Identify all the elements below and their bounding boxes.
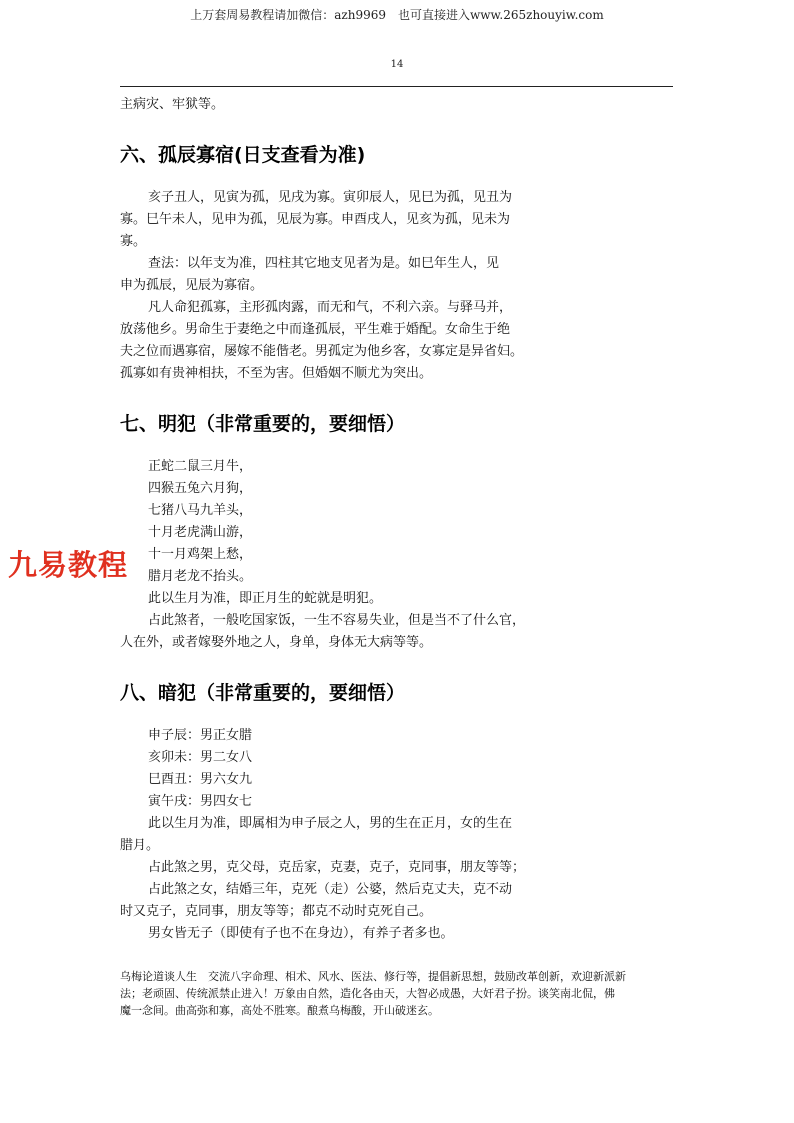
paragraph: 此以生月为准，即正月生的蛇就是明犯。 <box>148 591 383 606</box>
poem-line: 七猪八马九羊头， <box>148 503 253 518</box>
paragraph: 凡人命犯孤寡，主形孤肉露，而无和气，不利六亲。与驿马并， <box>148 300 513 315</box>
poem-line: 十月老虎满山游， <box>148 525 253 540</box>
poem-block <box>120 456 680 588</box>
intro-line: 主病灾、牢狱等。 <box>120 97 225 112</box>
paragraph: 腊月。 <box>120 838 160 853</box>
section-6-title: 六、孤辰寡宿(日支查看为准) <box>120 144 366 166</box>
side-logo-watermark: 九易教程 <box>8 548 129 582</box>
poem-line: 亥卯未：男二女八 <box>148 750 253 765</box>
paragraph: 寡。 <box>120 234 147 249</box>
section-8-title: 八、暗犯（非常重要的，要细悟） <box>120 682 406 704</box>
header-divider <box>120 86 673 87</box>
footer-note <box>120 968 676 1019</box>
footer-line: 法；老顽固、传统派禁止进入！万象由自然，造化各由天，大智必成愚，大奸君子扮。谈笑南北侃，佛 <box>120 987 615 1000</box>
section-7-title: 七、明犯（非常重要的，要细悟） <box>120 413 406 435</box>
paragraph: 孤寡如有贵神相扶，不至为害。但婚姻不顺尤为突出。 <box>120 366 433 381</box>
paragraph: 寡。巳午未人，见申为孤，见辰为寡。申酉戌人，见亥为孤，见未为 <box>120 212 511 227</box>
paragraph: 此以生月为准，即属相为申子辰之人，男的生在正月，女的生在 <box>148 816 513 831</box>
poem-line: 巳酉丑：男六女九 <box>148 772 253 787</box>
poem-line: 四猴五兔六月狗， <box>148 481 253 496</box>
poem-block <box>120 725 680 813</box>
poem-line: 正蛇二鼠三月牛， <box>148 459 253 474</box>
paragraph: 亥子丑人，见寅为孤，见戌为寡。寅卯辰人，见巳为孤，见丑为 <box>148 190 513 205</box>
paragraph: 时又克子，克同事，朋友等等；都克不动时克死自己。 <box>120 904 433 919</box>
paragraph: 放荡他乡。男命生于妻绝之中而逢孤辰，平生难于婚配。女命生于绝 <box>120 322 511 337</box>
paragraph: 人在外，或者嫁娶外地之人，身单，身体无大病等等。 <box>120 635 433 650</box>
page-number: 14 <box>390 59 404 70</box>
poem-line: 腊月老龙不抬头。 <box>148 569 253 584</box>
footer-line: 魔一念间。曲高弥和寡，高处不胜寒。酿煮乌梅酸，开山破迷玄。 <box>120 1004 439 1017</box>
paragraph: 申为孤辰，见辰为寡宿。 <box>120 278 264 293</box>
paragraph: 夫之位而遇寡宿，屡嫁不能偕老。男孤定为他乡客，女寡定是异省妇。 <box>120 344 524 359</box>
watermark-header: 上万套周易教程请加微信：azh9969 也可直接进入www.265zhouyiw.com <box>190 8 604 22</box>
poem-line: 寅午戌：男四女七 <box>148 794 253 809</box>
poem-line: 十一月鸡架上愁， <box>148 547 253 562</box>
paragraph: 查法：以年支为准，四柱其它地支见者为是。如巳年生人，见 <box>148 256 500 271</box>
document-body <box>120 94 680 945</box>
paragraph: 男女皆无子（即使有子也不在身边），有养子者多也。 <box>148 926 454 941</box>
paragraph: 占此煞之女，结婚三年，克死（走）公婆，然后克丈夫，克不动 <box>148 882 513 897</box>
paragraph: 占此煞者，一般吃国家饭，一生不容易失业，但是当不了什么官， <box>148 613 526 628</box>
footer-line: 乌梅论道谈人生 交流八字命理、相术、风水、医法、修行等，提倡新思想，鼓励改革创新，欢迎新派新 <box>120 970 626 983</box>
paragraph: 占此煞之男，克父母，克岳家，克妻，克子，克同事，朋友等等； <box>148 860 526 875</box>
poem-line: 申子辰：男正女腊 <box>148 728 253 743</box>
